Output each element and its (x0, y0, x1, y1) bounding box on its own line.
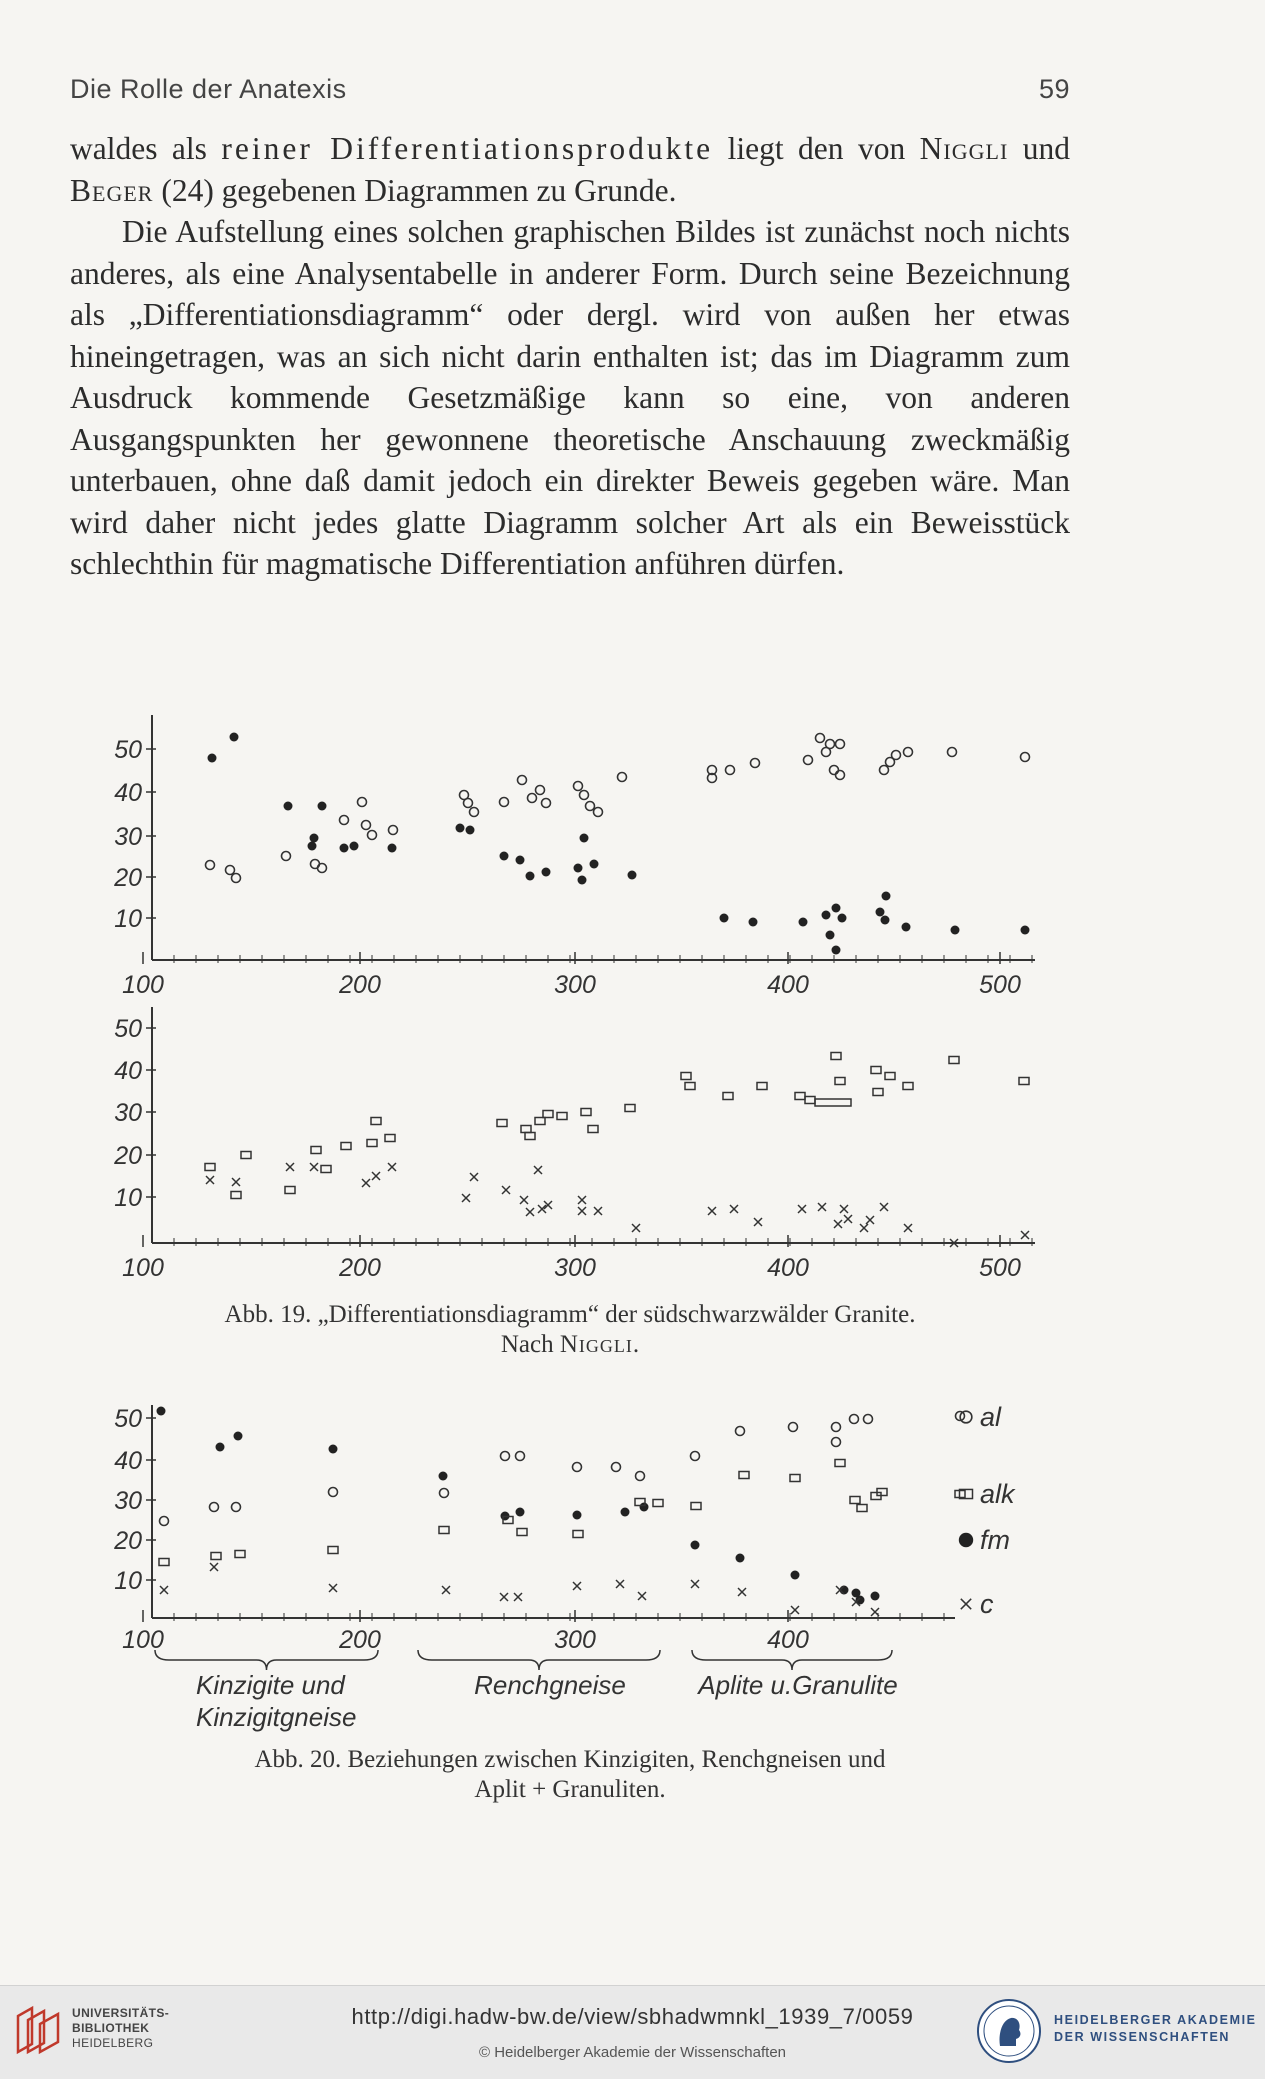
al-marker (362, 821, 371, 830)
fm-marker (852, 1589, 861, 1598)
c-marker (538, 1205, 546, 1213)
figure-19-caption-line-2 (70, 1330, 1070, 1360)
c-marker (286, 1163, 294, 1171)
c-marker (573, 1582, 581, 1590)
alk-marker (790, 1475, 800, 1482)
fm-marker (959, 1533, 973, 1547)
fm-marker (832, 946, 841, 955)
al-marker (226, 866, 235, 875)
al-marker (516, 1452, 525, 1461)
c-marker (632, 1224, 640, 1232)
al-marker (736, 1427, 745, 1436)
c-marker (160, 1586, 168, 1594)
c-marker (442, 1586, 450, 1594)
fm-marker (526, 872, 535, 881)
al-marker (864, 1415, 873, 1424)
fm-marker (216, 1443, 225, 1452)
fm-marker (720, 914, 729, 923)
legend-label-fm: fm (980, 1525, 1010, 1555)
alk-marker (367, 1140, 377, 1147)
fm-marker (628, 871, 637, 880)
al-marker (232, 1503, 241, 1512)
fm-marker (882, 892, 891, 901)
fm-marker (157, 1407, 166, 1416)
caption-period: . (632, 1331, 640, 1358)
al-marker (206, 861, 215, 870)
alk-marker (685, 1083, 695, 1090)
fm-marker (230, 733, 239, 742)
figure-20-caption (70, 1745, 1070, 1805)
brace-aplite (692, 1650, 892, 1670)
al-marker (329, 1488, 338, 1497)
al-marker (826, 740, 835, 749)
alk-marker (871, 1493, 881, 1500)
alk-marker (949, 1057, 959, 1064)
fm-marker (350, 842, 359, 851)
fig19-bottom-x-tick-label: 200 (339, 1254, 381, 1282)
fm-marker (822, 911, 831, 920)
legend-label-c: c (980, 1589, 994, 1619)
c-marker (860, 1224, 868, 1232)
figure-19-diagram (113, 715, 1035, 1282)
fm-marker (856, 1596, 865, 1605)
page-number: 59 (1038, 74, 1070, 104)
al-marker (751, 759, 760, 768)
al-marker (832, 1438, 841, 1447)
alk-marker (903, 1083, 913, 1090)
c-marker (730, 1205, 738, 1213)
al-marker (340, 816, 349, 825)
alk-marker (321, 1166, 331, 1173)
fig19-bottom-x-tick-label: 100 (122, 1254, 164, 1282)
alk-marker (723, 1093, 733, 1100)
figure-20-caption-line-1: Abb. 20. Beziehungen zwischen Kinzigiten, Renchgneisen und (254, 1746, 886, 1773)
alk-marker (328, 1547, 338, 1554)
alk-marker (235, 1551, 245, 1558)
library-line-3: HEIDELBERG (72, 2036, 154, 2050)
paragraph-2: Die Aufstellung eines solchen graphischen Bildes ist zunächst noch nichts anderes, als eine Analysentabelle in anderer Form. Durch seine Bezeichnung als „Differentiationsdiagramm“ oder dergl. wird von außen her etwas hineingetragen, was an sich nicht darin enthalten ist; das im Diagramm zum Ausdruck kommende Gesetzmäßige kann so eine, von anderen Ausgangspunkten her gewonnene theoretische Anschauung zweckmäßig unterbauen, ohne daß damit jedoch ein direkter Beweis gegeben wäre. Man wird daher nicht jedes glatte Diagramm solcher Art als ein Beweisstück schlechthin für magmatische Differentiation anführen dürfen. (70, 214, 1070, 581)
fig19-top-y-tick-label: 40 (114, 779, 142, 807)
al-marker (311, 860, 320, 869)
fig20-y-tick-label: 20 (114, 1527, 142, 1555)
c-marker (578, 1196, 586, 1204)
c-marker (462, 1194, 470, 1202)
alk-marker (1019, 1078, 1029, 1085)
fig19-bottom-x-tick-label: 400 (767, 1254, 809, 1282)
c-marker (691, 1580, 699, 1588)
p1-spaced-text: reiner Differentiationsprodukte (221, 131, 714, 166)
c-marker (372, 1172, 380, 1180)
al-marker (586, 802, 595, 811)
c-marker (950, 1239, 958, 1247)
fm-marker (516, 1508, 525, 1517)
alk-marker (877, 1489, 887, 1496)
fm-marker (881, 916, 890, 925)
al-marker (708, 774, 717, 783)
al-marker (210, 1503, 219, 1512)
fm-marker (500, 852, 509, 861)
alk-marker (835, 1460, 845, 1467)
alk-cluster (815, 1099, 851, 1106)
alk-marker (873, 1089, 883, 1096)
alk-marker (681, 1073, 691, 1080)
author-beger: Beger (70, 172, 154, 208)
fig19-top-x-tick-label: 500 (979, 971, 1021, 999)
al-marker (618, 773, 627, 782)
al-marker (960, 1411, 972, 1423)
al-marker (368, 831, 377, 840)
alk-marker (311, 1147, 321, 1154)
al-marker (464, 799, 473, 808)
alk-marker (588, 1126, 598, 1133)
fm-marker (840, 1586, 849, 1595)
fig20-y-tick-label: 50 (114, 1405, 142, 1433)
c-marker (961, 1599, 971, 1609)
fm-marker (573, 1511, 582, 1520)
c-marker (818, 1203, 826, 1211)
c-marker (470, 1173, 478, 1181)
fm-marker (284, 802, 293, 811)
fm-marker (876, 908, 885, 917)
al-marker (830, 766, 839, 775)
al-marker (892, 751, 901, 760)
academy-name (1054, 2012, 1257, 2046)
fm-marker (329, 1445, 338, 1454)
al-marker (850, 1415, 859, 1424)
fig19-bottom-y-tick-label: 30 (114, 1099, 142, 1127)
figure-20-diagram (113, 1402, 1016, 1732)
fm-marker (1021, 926, 1030, 935)
fig20-y-tick-label: 40 (114, 1447, 142, 1475)
c-marker (754, 1218, 762, 1226)
alk-marker (557, 1113, 567, 1120)
legend-label-al: al (980, 1402, 1002, 1432)
al-marker (804, 756, 813, 765)
group-label-renchgneise: Renchgneise (474, 1670, 626, 1700)
fm-marker (838, 914, 847, 923)
academy-seal-icon (976, 1998, 1042, 2064)
c-marker (534, 1166, 542, 1174)
c-marker (844, 1215, 852, 1223)
fm-marker (902, 923, 911, 932)
fm-marker (516, 856, 525, 865)
fig19-top-x-tick-label: 200 (339, 971, 381, 999)
al-marker (816, 734, 825, 743)
fm-marker (590, 860, 599, 869)
author-niggli: Niggli (919, 131, 1009, 166)
fm-marker (832, 904, 841, 913)
c-marker (578, 1207, 586, 1215)
alk-marker (805, 1097, 815, 1104)
al-marker (542, 799, 551, 808)
c-marker (834, 1220, 842, 1228)
alk-marker (857, 1505, 867, 1512)
al-marker (636, 1472, 645, 1481)
fm-marker (749, 918, 758, 927)
fm-marker (578, 876, 587, 885)
fm-marker (826, 931, 835, 940)
fm-marker (951, 926, 960, 935)
fig20-y-tick-label: 30 (114, 1487, 142, 1515)
alk-marker (159, 1559, 169, 1566)
alk-marker (521, 1126, 531, 1133)
c-marker (526, 1208, 534, 1216)
alk-marker (525, 1133, 535, 1140)
alk-marker (371, 1118, 381, 1125)
al-marker (948, 748, 957, 757)
fig19-top-y-tick-label: 30 (114, 823, 142, 851)
copyright-notice: © Heidelberger Akademie der Wissenschaften (478, 2044, 787, 2061)
fig19-top-y-tick-label: 20 (114, 864, 142, 892)
al-marker (389, 826, 398, 835)
c-marker (502, 1186, 510, 1194)
alk-marker (535, 1118, 545, 1125)
al-marker (160, 1517, 169, 1526)
al-marker (726, 766, 735, 775)
c-marker (638, 1592, 646, 1600)
c-marker (500, 1593, 508, 1601)
fig19-top-y-tick-label: 10 (114, 905, 142, 933)
fm-marker (574, 864, 583, 873)
al-marker (470, 808, 479, 817)
alk-marker (625, 1105, 635, 1112)
p1-text-a: waldes als (70, 131, 222, 166)
alk-marker (285, 1187, 295, 1194)
al-marker (691, 1452, 700, 1461)
body-text (70, 128, 1070, 585)
fm-marker (691, 1541, 700, 1550)
paragraph-1 (70, 128, 1070, 211)
fig19-bottom-x-tick-label: 500 (979, 1254, 1021, 1282)
fm-marker (340, 844, 349, 853)
alk-marker (503, 1517, 513, 1524)
fig19-bottom-x-tick-label: 300 (554, 1254, 596, 1282)
fm-marker (791, 1571, 800, 1580)
fm-marker (456, 824, 465, 833)
fm-marker (208, 754, 217, 763)
alk-marker (635, 1499, 645, 1506)
al-marker (789, 1423, 798, 1432)
al-marker (836, 740, 845, 749)
alk-marker (205, 1164, 215, 1171)
fig19-bottom-y-tick-label: 20 (114, 1142, 142, 1170)
alk-marker (341, 1143, 351, 1150)
al-marker (822, 748, 831, 757)
running-head (70, 74, 1070, 105)
caption-nach: Nach (500, 1331, 560, 1358)
fig19-bottom-y-tick-label: 10 (114, 1184, 142, 1212)
c-marker (708, 1207, 716, 1215)
figure-20-caption-line-2: Aplit + Granuliten. (474, 1776, 666, 1803)
figure-19-caption-line-1: Abb. 19. „Differentiationsdiagramm“ der südschwarzwälder Granite. (224, 1301, 916, 1328)
al-marker (836, 771, 845, 780)
fig19-bottom-y-tick-label: 50 (114, 1015, 142, 1043)
fm-marker (439, 1472, 448, 1481)
alk-marker (831, 1053, 841, 1060)
c-marker (520, 1196, 528, 1204)
c-marker (904, 1224, 912, 1232)
alk-marker (955, 1491, 965, 1498)
c-marker (738, 1588, 746, 1596)
al-marker (440, 1489, 449, 1498)
alk-marker (241, 1152, 251, 1159)
al-marker (612, 1463, 621, 1472)
alk-marker (573, 1531, 583, 1538)
fm-marker (234, 1432, 243, 1441)
fig20-x-tick-label: 100 (122, 1626, 164, 1654)
al-marker (460, 791, 469, 800)
c-marker (852, 1598, 860, 1606)
c-marker (594, 1207, 602, 1215)
fm-marker (799, 918, 808, 927)
c-marker (362, 1179, 370, 1187)
al-marker (880, 766, 889, 775)
alk-marker (757, 1083, 767, 1090)
c-marker (210, 1563, 218, 1571)
fm-marker (580, 834, 589, 843)
c-marker (1021, 1231, 1029, 1239)
alk-marker (795, 1093, 805, 1100)
brace-kinzigite (155, 1650, 378, 1670)
alk-marker (581, 1109, 591, 1116)
c-marker (329, 1584, 337, 1592)
fig20-x-tick-label: 400 (767, 1626, 809, 1654)
group-label-kinzigite-line-2: Kinzigitgneise (196, 1702, 357, 1732)
alk-marker (231, 1192, 241, 1199)
c-marker (616, 1580, 624, 1588)
fm-marker (542, 868, 551, 877)
fm-marker (621, 1508, 630, 1517)
al-marker (580, 791, 589, 800)
c-marker (206, 1176, 214, 1184)
group-label-kinzigite-line-1: Kinzigite und (196, 1670, 345, 1700)
alk-marker (385, 1135, 395, 1142)
al-marker (282, 852, 291, 861)
library-line-1: UNIVERSITÄTS- (72, 2006, 170, 2020)
alk-marker (885, 1073, 895, 1080)
c-marker (840, 1205, 848, 1213)
c-marker (544, 1201, 552, 1209)
permalink-url[interactable]: http://digi.hadw-bw.de/view/sbhadwmnkl_1939_7/0059 (351, 2004, 914, 2029)
al-marker (832, 1423, 841, 1432)
p1-text-c: und (1008, 131, 1071, 166)
al-marker (501, 1452, 510, 1461)
fig19-top-y-tick-label: 50 (114, 736, 142, 764)
alk-marker (835, 1078, 845, 1085)
fm-marker (871, 1592, 880, 1601)
al-marker (500, 798, 509, 807)
c-marker (514, 1593, 522, 1601)
fig20-y-tick-label: 10 (114, 1567, 142, 1595)
al-marker (518, 776, 527, 785)
caption-author: Niggli (559, 1331, 633, 1358)
al-marker (573, 1463, 582, 1472)
alk-marker (439, 1527, 449, 1534)
figure-19-caption (70, 1300, 1070, 1360)
al-marker (574, 782, 583, 791)
alk-marker (691, 1503, 701, 1510)
al-marker (956, 1412, 965, 1421)
legend-label-alk: alk (980, 1479, 1015, 1509)
fm-marker (308, 842, 317, 851)
c-marker (880, 1203, 888, 1211)
brace-renchgneise (418, 1650, 660, 1670)
alk-marker (517, 1529, 527, 1536)
al-marker (886, 758, 895, 767)
academy-line-2: DER WISSENSCHAFTEN (1054, 2030, 1231, 2044)
fig19-top-x-tick-label: 300 (554, 971, 596, 999)
fm-marker (640, 1503, 649, 1512)
al-marker (1021, 753, 1030, 762)
fm-marker (310, 834, 319, 843)
c-marker (232, 1178, 240, 1186)
fm-marker (501, 1512, 510, 1521)
c-marker (310, 1163, 318, 1171)
fig20-legend (959, 1402, 1016, 1619)
alk-marker (960, 1489, 973, 1498)
alk-marker (211, 1553, 221, 1560)
al-marker (358, 798, 367, 807)
c-marker (836, 1586, 844, 1594)
c-marker (791, 1606, 799, 1614)
fm-marker (466, 826, 475, 835)
al-marker (904, 748, 913, 757)
alk-marker (850, 1497, 860, 1504)
al-marker (232, 874, 241, 883)
running-head-title: Die Rolle der Anatexis (70, 74, 347, 104)
fig19-bottom-y-tick-label: 40 (114, 1057, 142, 1085)
alk-marker (739, 1472, 749, 1479)
c-marker (871, 1608, 879, 1616)
fm-marker (736, 1554, 745, 1563)
al-marker (318, 864, 327, 873)
p1-text-d: (24) gegebenen Diagrammen zu Grunde. (153, 172, 677, 208)
alk-marker (543, 1111, 553, 1118)
group-label-aplite: Aplite u.Granulite (698, 1670, 898, 1700)
c-marker (388, 1163, 396, 1171)
al-marker (528, 794, 537, 803)
fm-marker (388, 844, 397, 853)
alk-marker (653, 1500, 663, 1507)
al-marker (708, 766, 717, 775)
al-marker (536, 786, 545, 795)
fig19-top-x-tick-label: 100 (122, 971, 164, 999)
c-marker (798, 1205, 806, 1213)
fig20-x-tick-label: 200 (339, 1626, 381, 1654)
p1-text-b: liegt den von (713, 131, 920, 166)
fig20-x-tick-label: 300 (554, 1626, 596, 1654)
al-marker (594, 808, 603, 817)
academy-line-1: HEIDELBERGER AKADEMIE (1054, 2013, 1257, 2027)
footer-bar (0, 1985, 1265, 2079)
c-marker (866, 1216, 874, 1224)
alk-marker (497, 1120, 507, 1127)
fig19-top-x-tick-label: 400 (767, 971, 809, 999)
library-line-2: BIBLIOTHEK (72, 2021, 150, 2035)
fm-marker (318, 802, 327, 811)
alk-marker (871, 1067, 881, 1074)
